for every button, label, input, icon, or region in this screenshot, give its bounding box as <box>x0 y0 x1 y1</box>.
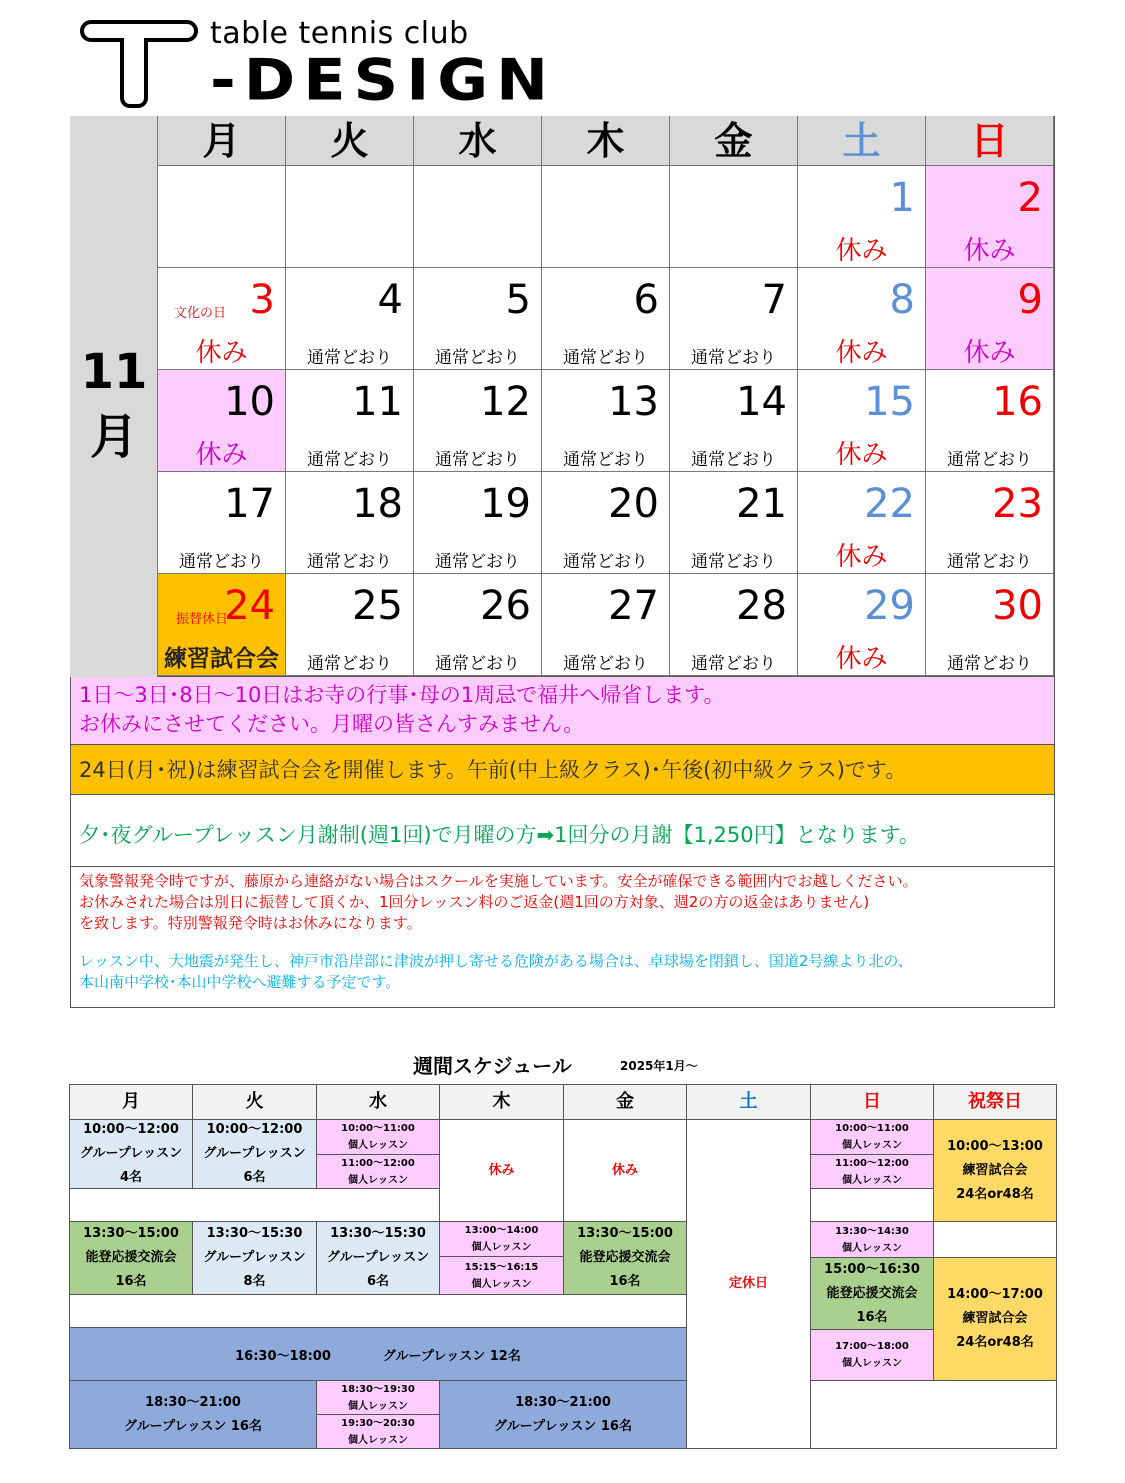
schedule-text: 個人レッスン <box>471 1242 532 1253</box>
weekly-header <box>69 1084 193 1120</box>
schedule-text: 13:30～15:30 <box>330 1226 426 1241</box>
day-cell <box>414 166 542 268</box>
day-cell <box>542 268 670 370</box>
schedule-text: 13:30～15:00 <box>577 1226 673 1241</box>
note-line: 本山南中学校･本山中学校へ避難する予定です。 <box>79 973 401 991</box>
day-number: 26 <box>480 583 531 629</box>
day-cell <box>542 472 670 574</box>
day-number: 17 <box>224 481 275 527</box>
day-status: 通常どおり <box>691 654 776 674</box>
day-status: 通常どおり <box>179 552 264 572</box>
day-cell <box>670 472 798 574</box>
schedule-text: 16名 <box>609 1274 641 1289</box>
empty-slot <box>69 1294 687 1328</box>
schedule-text: 6名 <box>366 1274 390 1289</box>
schedule-text: 8名 <box>243 1274 266 1289</box>
weekly-title: 週間スケジュール <box>413 1054 572 1078</box>
closed-slot <box>439 1119 564 1222</box>
schedule-text: 火 <box>245 1091 264 1112</box>
day-number: 15 <box>864 379 915 425</box>
weekday-header: 月 <box>158 116 286 166</box>
logo-wordmark: -DESIGN <box>210 46 557 114</box>
schedule-text: グループレッスン <box>326 1250 430 1265</box>
schedule-text: 休み <box>611 1162 638 1178</box>
schedule-text: 土 <box>739 1091 758 1112</box>
note-line: 1日～3日･8日～10日はお寺の行事･母の1周忌で福井へ帰省します。 <box>79 683 725 707</box>
schedule-text: 14:00～17:00 <box>947 1287 1043 1302</box>
day-cell <box>158 370 286 472</box>
weekday-header: 火 <box>286 116 414 166</box>
logo-t-stem <box>120 38 148 108</box>
note-line: レッスン中、大地震が発生し、神戸市沿岸部に津波が押し寄せる危険がある場合は、卓球場を閉鎖し、国道2号線より北の、 <box>79 952 913 970</box>
day-cell <box>414 574 542 676</box>
day-status: 通常どおり <box>563 450 648 470</box>
day-number: 23 <box>992 481 1043 527</box>
schedule-text: グループレッスン <box>203 1146 306 1161</box>
schedule-text: 18:30～21:00 <box>515 1394 611 1410</box>
schedule-text: 休み <box>488 1162 515 1178</box>
day-status: 通常どおり <box>947 552 1032 572</box>
schedule-text: 11:00～12:00 <box>341 1157 415 1169</box>
schedule-text: 個人レッスン <box>471 1278 532 1290</box>
weekly-header <box>933 1084 1057 1120</box>
note-line: 気象警報発令時ですが、藤原から連絡がない場合はスクールを実施しています。安全が確保できる範囲内でお越しください。 <box>79 872 918 890</box>
schedule-text: 13:30～15:30 <box>206 1226 303 1241</box>
day-status: 通常どおり <box>691 348 776 368</box>
day-number: 11 <box>352 379 403 425</box>
day-cell <box>542 574 670 676</box>
day-status: 通常どおり <box>307 348 392 368</box>
schedule-text: 10:00～13:00 <box>947 1138 1043 1154</box>
schedule-text: 15:15～16:15 <box>464 1261 539 1273</box>
schedule-text: 個人レッスン <box>348 1400 408 1412</box>
weekly-header <box>316 1084 440 1120</box>
day-cell <box>158 166 286 268</box>
note-homecoming <box>70 677 1055 745</box>
schedule-text: 木 <box>492 1091 511 1112</box>
day-status: 練習試合会 <box>164 646 279 672</box>
day-status: 通常どおり <box>307 450 392 470</box>
day-status: 休み <box>835 440 888 470</box>
empty-slot <box>810 1188 934 1222</box>
day-status: 通常どおり <box>307 552 392 572</box>
schedule-text: 個人レッスン <box>348 1174 408 1186</box>
day-cell <box>670 166 798 268</box>
weekly-header <box>192 1084 317 1120</box>
day-status: 通常どおり <box>947 654 1032 674</box>
month-number: 11 <box>80 344 148 400</box>
weekday-header: 土 <box>798 116 926 166</box>
note-line: お休みされた場合は別日に振替して頂くか、1回分レッスン料のご返金(週1回の方対象、週2の方の返金はありません) <box>79 893 870 911</box>
schedule-text: 18:30～21:00 <box>145 1394 241 1410</box>
schedule-text: 10:00～11:00 <box>835 1123 909 1134</box>
day-status: 通常どおり <box>435 450 520 470</box>
schedule-text: 練習試合会 <box>962 1162 1028 1178</box>
day-status: 休み <box>835 236 888 266</box>
logo-tagline: table tennis club <box>210 16 469 51</box>
day-status: 通常どおり <box>563 348 648 368</box>
schedule-text: 祝祭日 <box>968 1091 1022 1112</box>
day-number: 18 <box>352 481 403 527</box>
schedule-text: 16名 <box>856 1309 888 1325</box>
day-cell <box>926 370 1054 472</box>
schedule-text: 能登応援交流会 <box>826 1285 918 1301</box>
day-number: 20 <box>608 481 659 527</box>
schedule-text: 4名 <box>119 1170 143 1185</box>
day-number: 2 <box>1017 175 1043 221</box>
private-lesson-slot <box>439 1256 564 1295</box>
note-line: お休みにさせてください。月曜の皆さんすみません。 <box>79 712 585 736</box>
day-cell <box>670 574 798 676</box>
schedule-text: 水 <box>369 1091 387 1112</box>
empty-slot <box>810 1380 1057 1449</box>
private-lesson-slot <box>316 1414 440 1449</box>
group-lesson-slot <box>192 1221 317 1295</box>
day-number: 19 <box>480 481 531 527</box>
schedule-text: グループレッスン 12名 <box>382 1348 521 1364</box>
day-cell <box>798 574 926 676</box>
day-number: 3 <box>249 277 275 323</box>
day-status: 通常どおり <box>435 654 520 674</box>
schedule-text: グループレッスン <box>203 1250 306 1265</box>
weekly-header <box>810 1084 934 1120</box>
schedule-text: 能登応援交流会 <box>579 1250 671 1265</box>
private-lesson-slot <box>439 1221 564 1257</box>
note-practice-match: 24日(月･祝)は練習試合会を開催します。午前(中上級クラス)･午後(初中級クラス)です。 <box>70 745 1055 795</box>
note-monthly-fee: 夕･夜グループレッスン月謝制(週1回)で月曜の方➡1回分の月謝【1,250円】となります。 <box>70 795 1055 867</box>
private-lesson-slot <box>316 1380 440 1415</box>
schedule-text: 17:00～18:00 <box>835 1341 909 1352</box>
day-status: 通常どおり <box>435 552 520 572</box>
schedule-text: グループレッスン 16名 <box>124 1418 262 1434</box>
day-status: 通常どおり <box>435 348 520 368</box>
day-number: 24 <box>224 583 275 629</box>
day-status: 休み <box>835 338 888 368</box>
schedule-text: 10:00～12:00 <box>83 1122 179 1137</box>
schedule-text: 11:00～12:00 <box>835 1157 909 1169</box>
day-cell <box>670 268 798 370</box>
schedule-text: 13:30～14:30 <box>835 1225 909 1237</box>
day-cell <box>926 268 1054 370</box>
schedule-text: 6名 <box>243 1170 266 1185</box>
weekly-header <box>439 1084 564 1120</box>
day-number: 5 <box>505 277 531 323</box>
day-status: 通常どおり <box>691 552 776 572</box>
noto-support-slot <box>69 1221 193 1295</box>
day-number: 4 <box>377 277 403 323</box>
day-cell <box>798 370 926 472</box>
day-status: 休み <box>963 338 1016 368</box>
schedule-text: 13:30～15:00 <box>83 1226 179 1241</box>
day-status: 休み <box>195 440 248 470</box>
day-cell <box>414 370 542 472</box>
schedule-text: 16:30～18:00 <box>235 1348 331 1364</box>
day-cell <box>926 574 1054 676</box>
day-cell <box>414 472 542 574</box>
day-status: 休み <box>195 338 248 368</box>
schedule-text: 18:30～19:30 <box>341 1383 415 1395</box>
day-cell <box>158 472 286 574</box>
practice-match-slot <box>933 1119 1057 1222</box>
day-number: 30 <box>992 583 1043 629</box>
weekly-subtitle: 2025年1月～ <box>620 1059 698 1073</box>
day-number: 29 <box>864 583 915 629</box>
day-number: 21 <box>736 481 787 527</box>
night-group-slot <box>69 1380 317 1449</box>
schedule-text: グループレッスン 16名 <box>494 1418 632 1434</box>
schedule-text: 10:00～11:00 <box>341 1123 415 1134</box>
weekly-header <box>563 1084 687 1120</box>
day-number: 13 <box>608 379 659 425</box>
schedule-text: 13:00～14:00 <box>464 1225 539 1236</box>
schedule-text: 個人レッスン <box>842 1242 902 1254</box>
day-cell <box>926 166 1054 268</box>
group-lesson-slot <box>316 1221 440 1295</box>
day-status: 休み <box>835 644 888 674</box>
schedule-text: 個人レッスン <box>348 1140 408 1151</box>
day-cell <box>286 166 414 268</box>
day-number: 10 <box>224 379 275 425</box>
schedule-text: 金 <box>616 1091 634 1112</box>
holiday-name: 振替休日 <box>176 612 229 627</box>
note-safety <box>70 867 1055 1008</box>
day-cell <box>926 472 1054 574</box>
schedule-text: 19:30～20:30 <box>341 1417 415 1429</box>
schedule-text: 定休日 <box>728 1276 768 1291</box>
empty-slot <box>69 1188 440 1222</box>
schedule-text: 16名 <box>115 1274 147 1289</box>
private-lesson-slot <box>810 1119 934 1155</box>
schedule-text: 月 <box>122 1091 140 1112</box>
private-lesson-slot <box>316 1119 440 1155</box>
schedule-text: 能登応援交流会 <box>85 1250 177 1265</box>
schedule-text: 個人レッスン <box>348 1434 408 1446</box>
group-lesson-slot <box>69 1119 193 1189</box>
schedule-text: 練習試合会 <box>962 1311 1028 1326</box>
day-cell <box>798 472 926 574</box>
day-status: 通常どおり <box>563 552 648 572</box>
month-label <box>70 116 158 677</box>
schedule-text: 10:00～12:00 <box>206 1122 303 1137</box>
weekday-header: 水 <box>414 116 542 166</box>
schedule-text: 24名or48名 <box>956 1186 1034 1202</box>
evening-group-slot <box>69 1327 687 1381</box>
day-status: 休み <box>963 236 1016 266</box>
day-status: 休み <box>835 542 888 572</box>
private-lesson-slot <box>810 1329 934 1381</box>
day-number: 14 <box>736 379 787 425</box>
private-lesson-slot <box>810 1221 934 1258</box>
weekly-header <box>686 1084 811 1120</box>
regular-holiday <box>686 1119 811 1449</box>
day-cell <box>158 268 286 370</box>
day-cell <box>542 166 670 268</box>
day-cell <box>670 370 798 472</box>
schedule-text: 15:00～16:30 <box>824 1261 920 1277</box>
day-number: 9 <box>1017 277 1043 323</box>
schedule-text: 日 <box>863 1091 881 1112</box>
month-kanji: 月 <box>89 409 138 465</box>
day-status: 通常どおり <box>947 450 1032 470</box>
day-cell <box>798 166 926 268</box>
weekday-header: 金 <box>670 116 798 166</box>
day-number: 6 <box>633 277 659 323</box>
schedule-text: 個人レッスン <box>842 1358 902 1369</box>
day-status: 通常どおり <box>691 450 776 470</box>
day-status: 通常どおり <box>563 654 648 674</box>
closed-slot <box>563 1119 687 1222</box>
note-line: を致します。特別警報発令時はお休みになります。 <box>79 914 422 932</box>
empty-slot <box>933 1221 1057 1258</box>
schedule-text: 24名or48名 <box>956 1335 1034 1350</box>
day-cell <box>286 370 414 472</box>
day-cell <box>542 370 670 472</box>
schedule-text: グループレッスン <box>79 1146 183 1161</box>
day-number: 28 <box>736 583 787 629</box>
day-cell <box>798 268 926 370</box>
day-cell <box>286 268 414 370</box>
group-lesson-slot <box>192 1119 317 1189</box>
day-cell <box>414 268 542 370</box>
day-number: 12 <box>480 379 531 425</box>
private-lesson-slot <box>316 1154 440 1189</box>
day-number: 7 <box>761 277 787 323</box>
noto-support-slot <box>563 1221 687 1295</box>
day-number: 27 <box>608 583 659 629</box>
noto-support-slot <box>810 1257 934 1330</box>
schedule-text: 個人レッスン <box>842 1140 902 1151</box>
day-number: 1 <box>889 175 915 221</box>
day-status: 通常どおり <box>307 654 392 674</box>
day-number: 22 <box>864 481 915 527</box>
practice-match-slot <box>933 1257 1057 1381</box>
private-lesson-slot <box>810 1154 934 1189</box>
day-number: 25 <box>352 583 403 629</box>
day-number: 16 <box>992 379 1043 425</box>
schedule-text: 個人レッスン <box>842 1174 902 1186</box>
weekday-header: 木 <box>542 116 670 166</box>
weekday-header: 日 <box>926 116 1054 166</box>
day-cell <box>158 574 286 676</box>
night-group-slot <box>439 1380 687 1449</box>
day-cell <box>286 472 414 574</box>
day-cell <box>286 574 414 676</box>
holiday-name: 文化の日 <box>174 306 227 321</box>
day-number: 8 <box>889 277 915 323</box>
